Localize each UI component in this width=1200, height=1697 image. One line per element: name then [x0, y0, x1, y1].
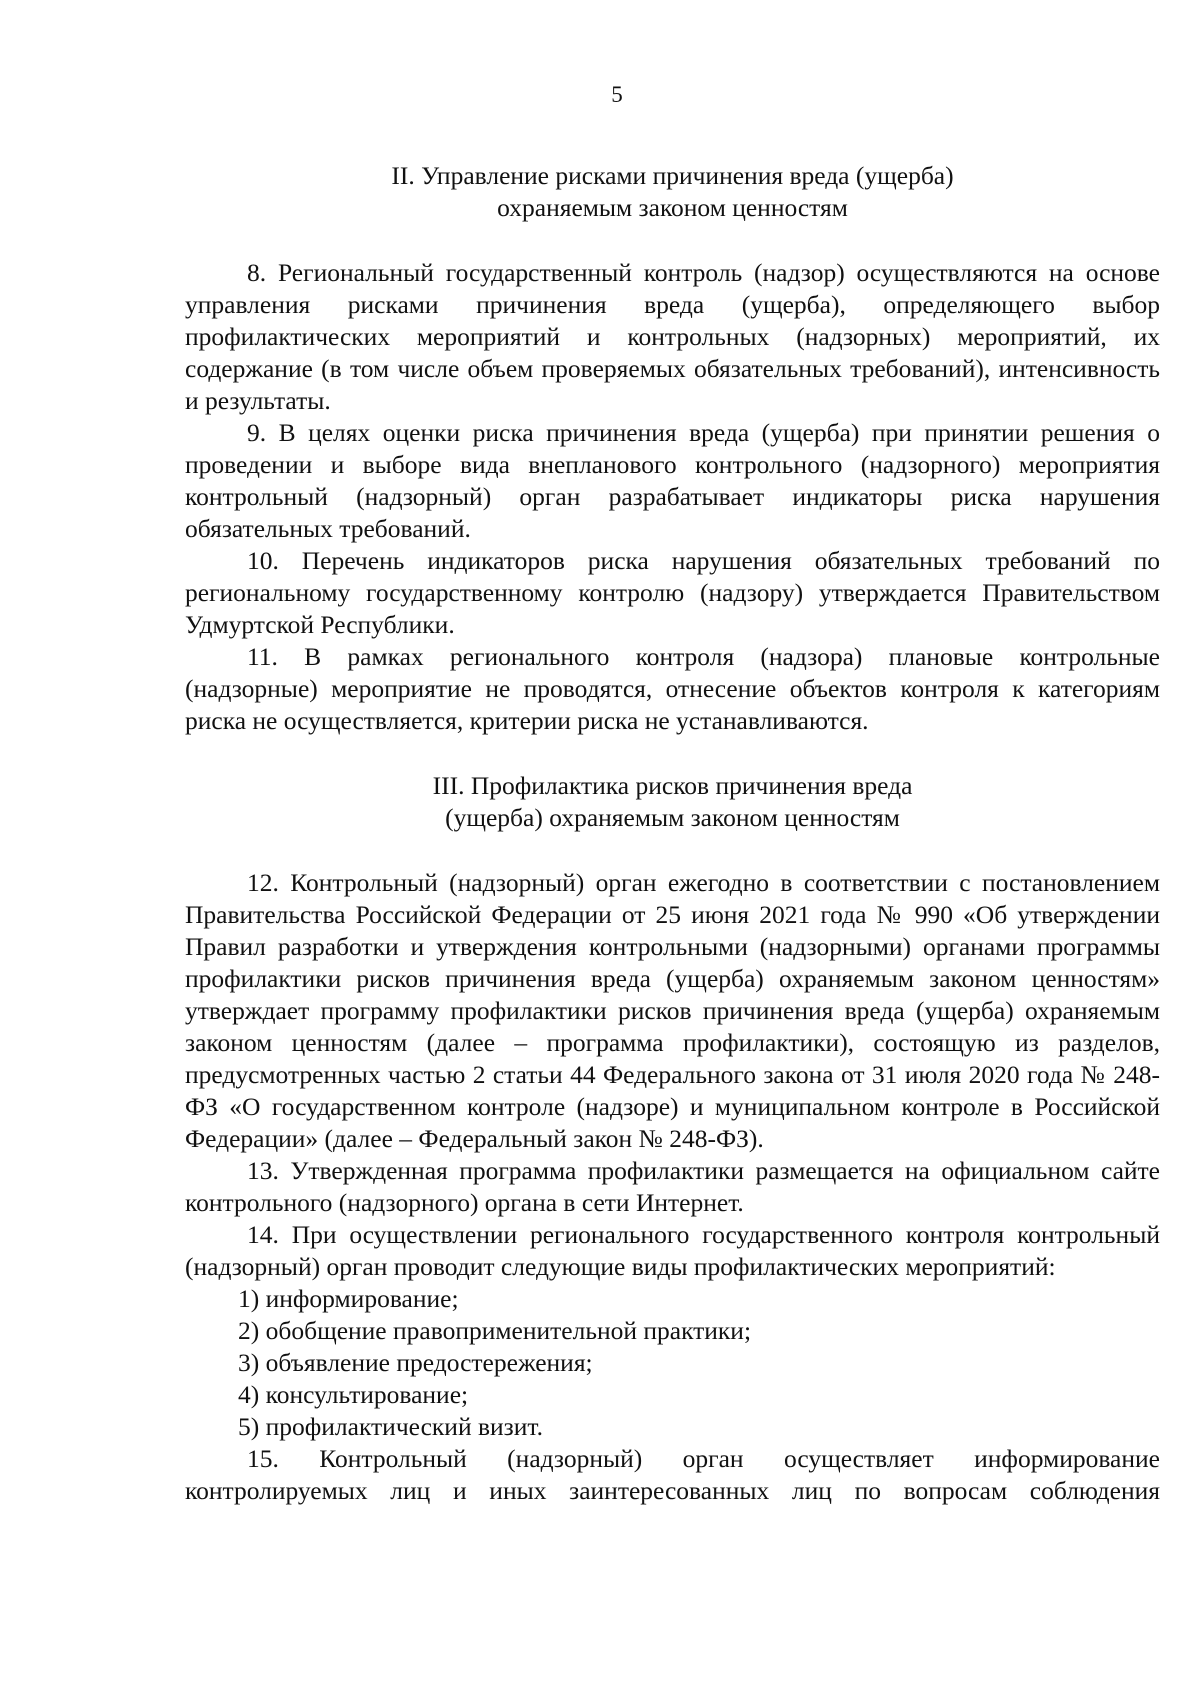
paragraph-10: 10. Перечень индикаторов риска нарушения обязательных требований по региональному государственному контролю (надзору) утверждается Правительством Удмуртской Республики.	[185, 546, 1160, 639]
document-body	[185, 160, 1160, 1507]
paragraph-9: 9. В целях оценки риска причинения вреда (ущерба) при принятии решения о проведении и выборе вида внепланового контрольного (надзорного) мероприятия контрольный (надзорный) орган разрабатывает индикаторы риска нарушения обязательных требований.	[185, 418, 1160, 543]
section-3-title-line-1: III. Профилактика рисков причинения вреда	[432, 771, 913, 800]
paragraph-12: 12. Контрольный (надзорный) орган ежегодно в соответствии с постановлением Правительства Российской Федерации от 25 июня 2021 года № 990 «Об утверждении Правил разработки и утверждения контрольными (надзорными) органами программы профилактики рисков причинения вреда (ущерба) охраняемым законом ценностям» утверждает программу профилактики рисков причинения вреда (ущерба) охраняемым законом ценностям (далее – программа профилактики), состоящую из разделов, предусмотренных частью 2 статьи 44 Федерального закона от 31 июля 2020 года № 248-ФЗ «О государственном контроле (надзоре) и муниципальном контроле в Российской Федерации» (далее – Федеральный закон № 248-ФЗ).	[185, 868, 1160, 1153]
page-number: 5	[611, 82, 623, 107]
list-item: 3) объявление предостережения;	[238, 1348, 593, 1377]
paragraph-8: 8. Региональный государственный контроль (надзор) осуществляются на основе управления рисками причинения вреда (ущерба), определяющего выбор профилактических мероприятий и контрольных (надзорных) мероприятий, их содержание (в том числе объем проверяемых обязательных требований), интенсивность и результаты.	[185, 258, 1160, 415]
list-item: 1) информирование;	[238, 1284, 459, 1313]
list-item: 2) обобщение правоприменительной практики;	[238, 1316, 752, 1345]
section-3-title-line-2: (ущерба) охраняемым законом ценностям	[445, 803, 900, 832]
section-3-title	[185, 770, 1160, 834]
paragraph-14: 14. При осуществлении регионального государственного контроля контрольный (надзорный) орган проводит следующие виды профилактических мероприятий:	[185, 1220, 1160, 1281]
paragraph-15: 15. Контрольный (надзорный) орган осуществляет информирование контролируемых лиц и иных заинтересованных лиц по вопросам соблюдения	[185, 1444, 1160, 1505]
section-2-title-line-1: II. Управление рисками причинения вреда (ущерба)	[391, 161, 954, 190]
paragraph-11: 11. В рамках регионального контроля (надзора) плановые контрольные (надзорные) мероприятие не проводятся, отнесение объектов контроля к категориям риска не осуществляется, критерии риска не устанавливаются.	[185, 642, 1160, 735]
paragraph-13: 13. Утвержденная программа профилактики размещается на официальном сайте контрольного (надзорного) органа в сети Интернет.	[185, 1156, 1160, 1217]
section-2-title-line-2: охраняемым законом ценностям	[497, 193, 848, 222]
list-item: 5) профилактический визит.	[238, 1412, 543, 1441]
section-2-title	[185, 160, 1160, 224]
list-item: 4) консультирование;	[238, 1380, 469, 1409]
